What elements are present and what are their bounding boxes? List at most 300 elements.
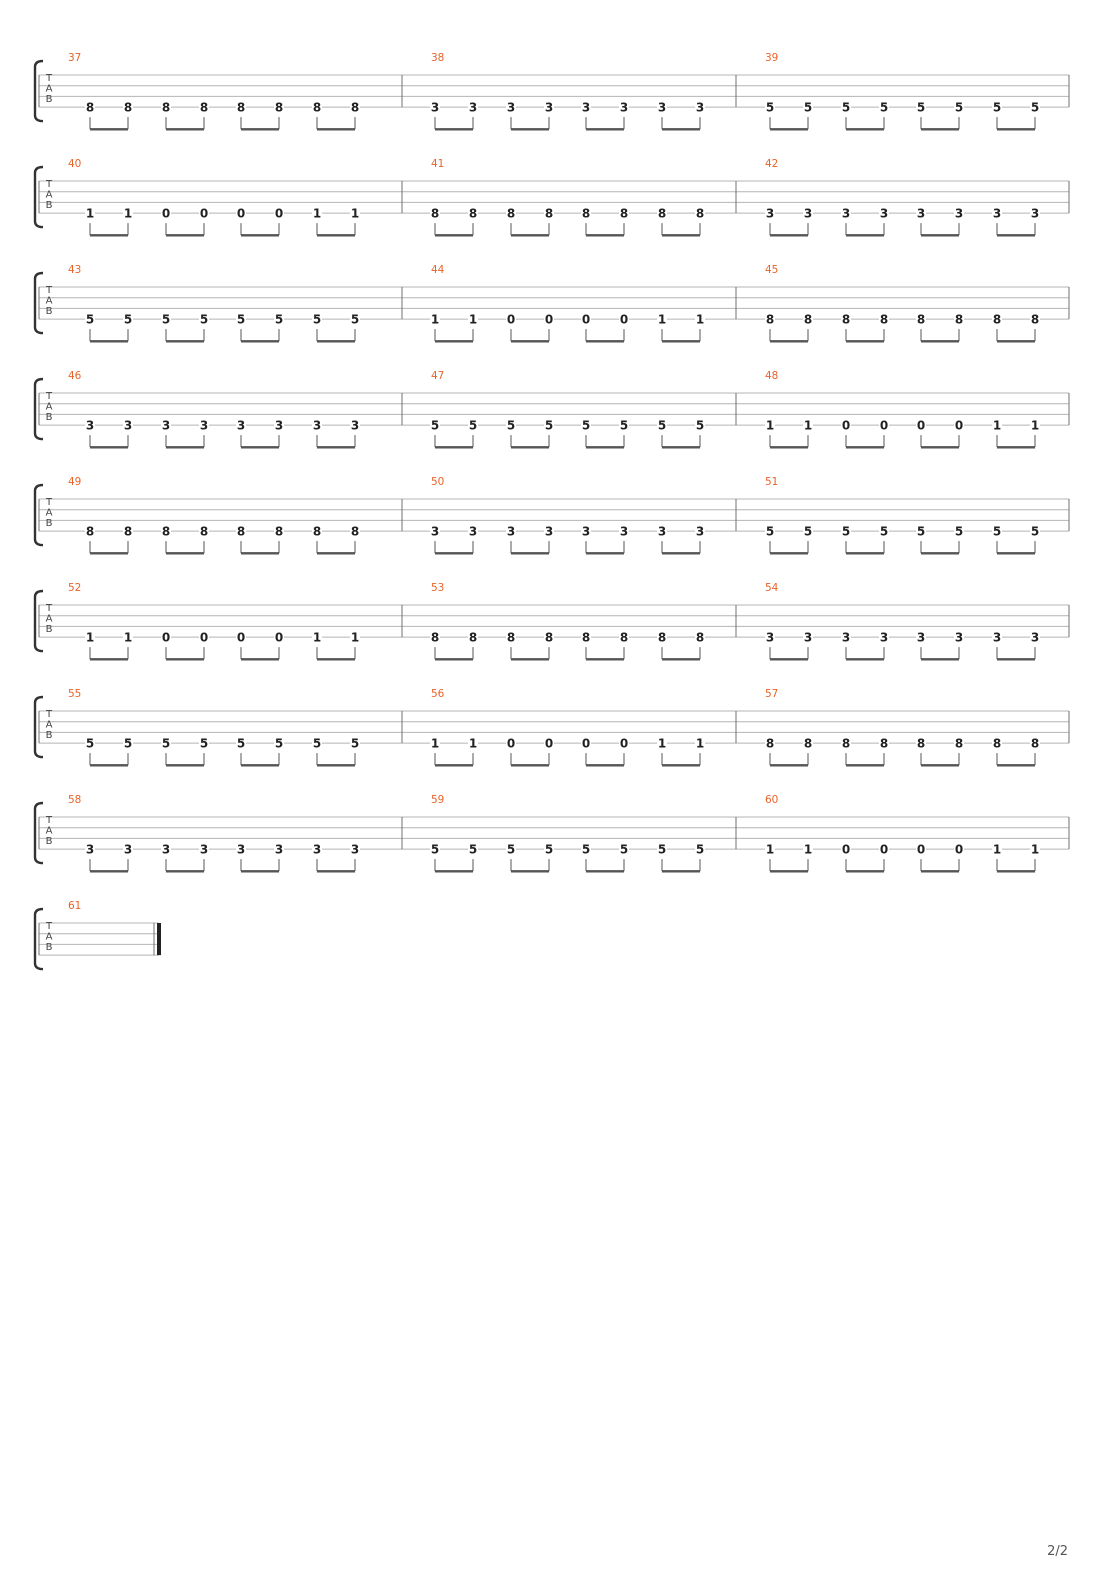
fret-number: 1	[765, 418, 775, 433]
fret-number: 5	[954, 524, 964, 539]
fret-number: 8	[581, 630, 591, 645]
fret-number: 5	[506, 418, 516, 433]
fret-number: 0	[619, 312, 629, 327]
note-beam	[317, 446, 355, 448]
note-beam	[921, 870, 959, 872]
fret-number: 8	[430, 206, 440, 221]
note-beam	[511, 128, 549, 130]
fret-number: 5	[350, 312, 360, 327]
note-beam	[317, 340, 355, 342]
note-beam	[846, 234, 884, 236]
fret-number: 8	[506, 206, 516, 221]
note-beam	[241, 234, 279, 236]
fret-number: 5	[619, 418, 629, 433]
note-beam	[662, 340, 700, 342]
note-beam	[586, 234, 624, 236]
note-beam	[997, 764, 1035, 766]
note-beam	[770, 870, 808, 872]
note-beam	[921, 658, 959, 660]
fret-number: 8	[85, 524, 95, 539]
measure-number: 37	[68, 52, 82, 64]
tab-clef-letter: T	[45, 391, 53, 402]
note-beam	[662, 552, 700, 554]
measure-number: 48	[765, 370, 779, 382]
fret-number: 3	[199, 842, 209, 857]
tab-system	[35, 476, 1069, 555]
fret-number: 1	[803, 418, 813, 433]
note-beam	[511, 340, 549, 342]
note-beam	[90, 234, 128, 236]
fret-number: 8	[274, 524, 284, 539]
note-beam	[846, 340, 884, 342]
fret-number: 1	[1030, 842, 1040, 857]
fret-number: 0	[954, 418, 964, 433]
tab-clef-letter: A	[45, 931, 53, 943]
fret-number: 0	[199, 630, 209, 645]
measure-number: 59	[431, 794, 445, 806]
measure-number: 40	[68, 158, 82, 170]
note-beam	[770, 764, 808, 766]
note-beam	[166, 552, 204, 554]
measure-number: 49	[68, 476, 82, 488]
fret-number: 3	[85, 418, 95, 433]
fret-number: 1	[430, 312, 440, 327]
note-beam	[166, 340, 204, 342]
fret-number: 3	[85, 842, 95, 857]
measure-number: 60	[765, 794, 779, 806]
note-beam	[90, 870, 128, 872]
note-beam	[90, 552, 128, 554]
measure-number: 58	[68, 794, 82, 806]
fret-number: 5	[123, 736, 133, 751]
fret-number: 3	[236, 418, 246, 433]
fret-number: 3	[992, 630, 1002, 645]
note-beam	[90, 446, 128, 448]
fret-number: 0	[506, 312, 516, 327]
fret-number: 1	[992, 842, 1002, 857]
note-beam	[921, 234, 959, 236]
fret-number: 5	[350, 736, 360, 751]
note-beam	[846, 552, 884, 554]
note-beam	[511, 764, 549, 766]
fret-number: 8	[544, 206, 554, 221]
fret-number: 1	[1030, 418, 1040, 433]
measure-number: 57	[765, 688, 779, 700]
note-beam	[511, 446, 549, 448]
fret-number: 5	[916, 524, 926, 539]
note-beam	[435, 870, 473, 872]
fret-number: 8	[199, 100, 209, 115]
fret-number: 3	[916, 206, 926, 221]
note-beam	[241, 340, 279, 342]
fret-number: 3	[1030, 630, 1040, 645]
note-beam	[921, 764, 959, 766]
fret-number: 8	[992, 736, 1002, 751]
fret-number: 1	[350, 630, 360, 645]
fret-number: 3	[916, 630, 926, 645]
fret-number: 5	[85, 736, 95, 751]
fret-number: 0	[236, 630, 246, 645]
fret-number: 8	[695, 630, 705, 645]
tab-system	[35, 794, 1069, 873]
note-beam	[435, 764, 473, 766]
fret-number: 8	[803, 736, 813, 751]
fret-number: 0	[581, 312, 591, 327]
fret-number: 0	[916, 842, 926, 857]
note-beam	[317, 234, 355, 236]
tab-clef-letter: B	[45, 412, 53, 423]
tab-system	[35, 264, 1069, 343]
measure-number: 44	[431, 264, 445, 276]
measure-number: 52	[68, 582, 82, 594]
fret-number: 8	[123, 100, 133, 115]
tab-clef-letter: A	[45, 401, 53, 413]
tab-clef-letter: B	[45, 624, 53, 635]
fret-number: 5	[992, 524, 1002, 539]
measure-number: 53	[431, 582, 445, 594]
note-beam	[241, 658, 279, 660]
fret-number: 3	[468, 100, 478, 115]
note-beam	[921, 552, 959, 554]
note-beam	[511, 658, 549, 660]
fret-number: 0	[236, 206, 246, 221]
fret-number: 8	[468, 206, 478, 221]
tab-clef-letter: A	[45, 507, 53, 519]
fret-number: 8	[695, 206, 705, 221]
tab-clef-letter: B	[45, 836, 53, 847]
note-beam	[770, 552, 808, 554]
note-beam	[166, 128, 204, 130]
note-beam	[770, 446, 808, 448]
note-beam	[435, 446, 473, 448]
tab-clef-letter: T	[45, 709, 53, 720]
fret-number: 3	[619, 524, 629, 539]
fret-number: 1	[695, 736, 705, 751]
fret-number: 5	[657, 842, 667, 857]
fret-number: 5	[85, 312, 95, 327]
fret-number: 5	[1030, 100, 1040, 115]
tab-system	[35, 370, 1069, 449]
fret-number: 0	[199, 206, 209, 221]
fret-number: 5	[236, 736, 246, 751]
fret-number: 3	[803, 630, 813, 645]
fret-number: 3	[312, 418, 322, 433]
fret-number: 5	[954, 100, 964, 115]
fret-number: 0	[954, 842, 964, 857]
fret-number: 8	[657, 206, 667, 221]
tab-clef-letter: T	[45, 603, 53, 614]
note-beam	[846, 446, 884, 448]
fret-number: 3	[954, 206, 964, 221]
tab-clef-letter: B	[45, 518, 53, 529]
fret-number: 1	[657, 736, 667, 751]
fret-number: 1	[85, 630, 95, 645]
fret-number: 3	[468, 524, 478, 539]
tab-system	[35, 582, 1069, 661]
note-beam	[997, 446, 1035, 448]
fret-number: 8	[619, 630, 629, 645]
fret-number: 5	[544, 418, 554, 433]
fret-number: 8	[312, 100, 322, 115]
fret-number: 0	[841, 842, 851, 857]
fret-number: 8	[954, 736, 964, 751]
note-beam	[241, 552, 279, 554]
fret-number: 1	[85, 206, 95, 221]
note-beam	[435, 552, 473, 554]
note-beam	[90, 340, 128, 342]
note-beam	[770, 340, 808, 342]
note-beam	[846, 128, 884, 130]
note-beam	[511, 234, 549, 236]
measure-number: 56	[431, 688, 445, 700]
note-beam	[435, 658, 473, 660]
note-beam	[586, 128, 624, 130]
note-beam	[511, 870, 549, 872]
note-beam	[166, 870, 204, 872]
fret-number: 3	[841, 630, 851, 645]
fret-number: 3	[236, 842, 246, 857]
note-beam	[921, 128, 959, 130]
tab-clef-letter: B	[45, 200, 53, 211]
measure-number: 39	[765, 52, 779, 64]
fret-number: 3	[954, 630, 964, 645]
note-beam	[997, 340, 1035, 342]
fret-number: 8	[468, 630, 478, 645]
fret-number: 0	[274, 630, 284, 645]
fret-number: 8	[161, 524, 171, 539]
tab-clef-letter: A	[45, 719, 53, 731]
fret-number: 8	[274, 100, 284, 115]
fret-number: 3	[544, 524, 554, 539]
note-beam	[586, 658, 624, 660]
fret-number: 8	[657, 630, 667, 645]
fret-number: 5	[199, 736, 209, 751]
fret-number: 0	[161, 630, 171, 645]
note-beam	[90, 128, 128, 130]
fret-number: 0	[544, 736, 554, 751]
tab-clef-letter: A	[45, 295, 53, 307]
fret-number: 8	[765, 312, 775, 327]
measure-number: 45	[765, 264, 779, 276]
fret-number: 3	[123, 842, 133, 857]
note-beam	[166, 234, 204, 236]
fret-number: 8	[350, 524, 360, 539]
tab-clef-letter: T	[45, 815, 53, 826]
note-beam	[662, 870, 700, 872]
fret-number: 0	[581, 736, 591, 751]
note-beam	[770, 128, 808, 130]
note-beam	[770, 658, 808, 660]
fret-number: 8	[992, 312, 1002, 327]
note-beam	[997, 234, 1035, 236]
tab-system	[35, 900, 161, 969]
fret-number: 3	[695, 524, 705, 539]
final-barline	[157, 923, 161, 955]
fret-number: 5	[123, 312, 133, 327]
note-beam	[241, 870, 279, 872]
measure-number: 46	[68, 370, 82, 382]
fret-number: 3	[695, 100, 705, 115]
note-beam	[997, 658, 1035, 660]
fret-number: 5	[841, 100, 851, 115]
note-beam	[317, 658, 355, 660]
measure-number: 43	[68, 264, 82, 276]
tab-clef-letter: B	[45, 942, 53, 953]
fret-number: 8	[123, 524, 133, 539]
note-beam	[241, 764, 279, 766]
note-beam	[997, 128, 1035, 130]
fret-number: 3	[350, 842, 360, 857]
fret-number: 8	[841, 312, 851, 327]
fret-number: 5	[312, 736, 322, 751]
tab-clef-letter: B	[45, 730, 53, 741]
note-beam	[90, 764, 128, 766]
fret-number: 1	[123, 206, 133, 221]
note-beam	[997, 552, 1035, 554]
fret-number: 8	[1030, 736, 1040, 751]
measure-number: 38	[431, 52, 445, 64]
fret-number: 5	[695, 842, 705, 857]
measure-number: 41	[431, 158, 445, 170]
note-beam	[166, 446, 204, 448]
fret-number: 3	[992, 206, 1002, 221]
fret-number: 5	[274, 312, 284, 327]
fret-number: 8	[236, 524, 246, 539]
fret-number: 3	[123, 418, 133, 433]
fret-number: 0	[619, 736, 629, 751]
tab-clef-letter: B	[45, 306, 53, 317]
fret-number: 0	[879, 842, 889, 857]
fret-number: 3	[879, 206, 889, 221]
tab-clef-letter: A	[45, 613, 53, 625]
fret-number: 8	[544, 630, 554, 645]
note-beam	[662, 234, 700, 236]
fret-number: 5	[312, 312, 322, 327]
tab-clef-letter: T	[45, 179, 53, 190]
fret-number: 8	[199, 524, 209, 539]
fret-number: 3	[544, 100, 554, 115]
note-beam	[317, 764, 355, 766]
fret-number: 8	[312, 524, 322, 539]
tab-clef-letter: T	[45, 73, 53, 84]
fret-number: 1	[468, 736, 478, 751]
fret-number: 5	[161, 736, 171, 751]
fret-number: 5	[430, 842, 440, 857]
fret-number: 3	[581, 524, 591, 539]
note-beam	[586, 764, 624, 766]
note-beam	[662, 764, 700, 766]
fret-number: 5	[879, 524, 889, 539]
fret-number: 1	[312, 206, 322, 221]
tab-clef-letter: A	[45, 83, 53, 95]
note-beam	[90, 658, 128, 660]
note-beam	[166, 764, 204, 766]
fret-number: 0	[544, 312, 554, 327]
fret-number: 3	[879, 630, 889, 645]
note-beam	[435, 340, 473, 342]
tab-clef-letter: A	[45, 825, 53, 837]
fret-number: 3	[619, 100, 629, 115]
fret-number: 3	[1030, 206, 1040, 221]
fret-number: 8	[85, 100, 95, 115]
fret-number: 3	[274, 418, 284, 433]
fret-number: 5	[236, 312, 246, 327]
tab-system	[35, 688, 1069, 767]
tab-system	[35, 52, 1069, 131]
fret-number: 5	[765, 100, 775, 115]
fret-number: 3	[841, 206, 851, 221]
fret-number: 5	[619, 842, 629, 857]
note-beam	[241, 446, 279, 448]
fret-number: 5	[803, 524, 813, 539]
measure-number: 42	[765, 158, 779, 170]
fret-number: 3	[161, 418, 171, 433]
note-beam	[586, 552, 624, 554]
note-beam	[846, 658, 884, 660]
fret-number: 3	[657, 524, 667, 539]
fret-number: 3	[274, 842, 284, 857]
fret-number: 3	[506, 100, 516, 115]
fret-number: 1	[657, 312, 667, 327]
fret-number: 0	[879, 418, 889, 433]
fret-number: 3	[161, 842, 171, 857]
fret-number: 8	[506, 630, 516, 645]
fret-number: 1	[695, 312, 705, 327]
fret-number: 5	[916, 100, 926, 115]
fret-number: 8	[581, 206, 591, 221]
fret-number: 1	[312, 630, 322, 645]
fret-number: 3	[765, 206, 775, 221]
fret-number: 1	[430, 736, 440, 751]
fret-number: 5	[1030, 524, 1040, 539]
fret-number: 3	[430, 100, 440, 115]
fret-number: 3	[506, 524, 516, 539]
page-number: 2/2	[1047, 1544, 1068, 1559]
note-beam	[921, 446, 959, 448]
fret-number: 8	[803, 312, 813, 327]
measure-number: 47	[431, 370, 445, 382]
fret-number: 0	[841, 418, 851, 433]
fret-number: 3	[581, 100, 591, 115]
fret-number: 0	[274, 206, 284, 221]
fret-number: 1	[765, 842, 775, 857]
fret-number: 5	[199, 312, 209, 327]
fret-number: 3	[657, 100, 667, 115]
note-beam	[662, 658, 700, 660]
fret-number: 3	[430, 524, 440, 539]
fret-number: 5	[161, 312, 171, 327]
note-beam	[586, 340, 624, 342]
fret-number: 3	[312, 842, 322, 857]
measure-number: 51	[765, 476, 779, 488]
fret-number: 3	[350, 418, 360, 433]
note-beam	[241, 128, 279, 130]
note-beam	[586, 870, 624, 872]
fret-number: 5	[581, 418, 591, 433]
tab-clef-letter: T	[45, 285, 53, 296]
fret-number: 8	[916, 736, 926, 751]
fret-number: 8	[161, 100, 171, 115]
tab-clef-letter: B	[45, 94, 53, 105]
fret-number: 5	[992, 100, 1002, 115]
note-beam	[317, 552, 355, 554]
fret-number: 5	[430, 418, 440, 433]
measure-number: 61	[68, 900, 82, 912]
note-beam	[435, 128, 473, 130]
fret-number: 5	[544, 842, 554, 857]
fret-number: 5	[841, 524, 851, 539]
fret-number: 8	[1030, 312, 1040, 327]
